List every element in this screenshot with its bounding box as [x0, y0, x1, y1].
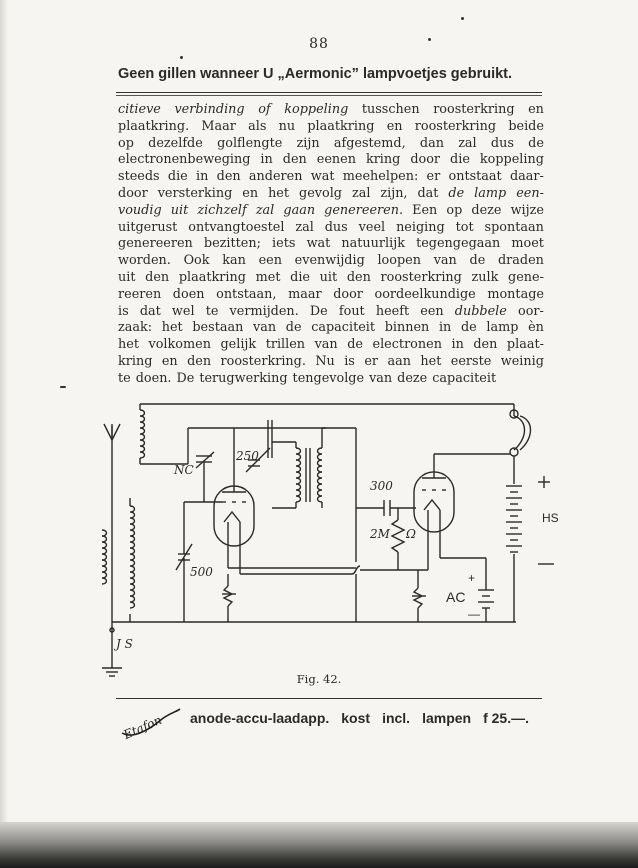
word: den [473, 337, 498, 353]
word: plaat- [506, 337, 544, 353]
word: eenen [316, 152, 356, 168]
word: Maar [201, 118, 236, 134]
interstage-transformer [272, 428, 356, 518]
word: golflengte [217, 135, 283, 151]
word: tengevolge [292, 370, 365, 386]
word: lamp [486, 320, 519, 336]
running-head: Geen gillen wanneer U „Aermonic” lampvoetjes gebruikt. [118, 66, 513, 82]
word: terugwerking [199, 370, 288, 386]
coupling-capacitor-300 [356, 500, 416, 516]
word: wijze [510, 202, 544, 218]
text-line [118, 304, 544, 321]
word: roosterkring. [220, 353, 306, 369]
word: koppeling [284, 102, 349, 117]
word: het [161, 320, 183, 336]
label-300: 300 [370, 479, 393, 493]
label-js: J S [116, 637, 133, 651]
word: de [460, 320, 477, 336]
scan-shadow [0, 822, 638, 868]
word: èn [528, 320, 544, 336]
word: daar- [509, 169, 544, 185]
advert-word: incl. [382, 710, 411, 726]
word: te [118, 370, 131, 386]
word: roosterkring [414, 118, 497, 134]
word: oordeelkundige [374, 286, 476, 302]
svg-text:Etafon: Etafon [121, 712, 164, 742]
word: een [420, 303, 444, 319]
word: is [118, 303, 129, 319]
word: den [346, 269, 371, 285]
word: dus [490, 135, 514, 151]
word: van [433, 253, 457, 269]
text-line [118, 236, 544, 253]
word: zal [255, 202, 275, 218]
label-2m: 2M [370, 527, 390, 541]
word: uit [118, 269, 136, 285]
word: iets [272, 236, 296, 252]
word: of [258, 102, 271, 117]
text-line [118, 253, 544, 270]
word: tusschen [361, 102, 420, 117]
word: roosterkring [380, 269, 462, 285]
word: deze [471, 202, 502, 218]
word: voudig [118, 202, 162, 218]
word: bestaan [192, 320, 244, 336]
word: kan [222, 253, 246, 269]
word: van [369, 370, 393, 386]
word: en [161, 353, 178, 369]
word: volkomen [148, 337, 211, 353]
word: fout [338, 303, 365, 319]
word: den [187, 353, 212, 369]
word: de [285, 320, 302, 336]
word: van [253, 320, 277, 336]
word: den [145, 269, 170, 285]
word: binnen [384, 320, 430, 336]
word: wat [310, 169, 335, 185]
word: zaak: [118, 320, 153, 336]
word: Ook [183, 253, 210, 269]
word: weinig [500, 353, 544, 369]
word: gene- [508, 269, 544, 285]
word: electronenbeweging [118, 152, 251, 168]
advert-word: lampen [422, 710, 472, 726]
word: natuurlijk [341, 236, 405, 252]
text-line [118, 337, 544, 354]
word: maar [288, 286, 322, 302]
word: eerste [450, 353, 492, 369]
word: De [176, 370, 195, 386]
word: De [309, 303, 328, 319]
word: de [469, 253, 486, 269]
word: het [268, 185, 290, 201]
word: Nu [315, 353, 335, 369]
speck [461, 17, 464, 20]
word: die [290, 269, 310, 285]
word: evenwijdig [294, 253, 365, 269]
word: capaciteit [432, 370, 497, 386]
word: de [528, 135, 544, 151]
word: reeren [118, 286, 162, 302]
word: de [347, 337, 363, 353]
word: in [451, 337, 464, 353]
word: in [438, 320, 452, 336]
label-ac-minus: — [468, 607, 480, 621]
grid-coil [130, 498, 135, 622]
word: doen. [135, 370, 172, 386]
speck [60, 386, 66, 388]
word: en [242, 185, 259, 201]
word: in [196, 169, 209, 185]
word: van [314, 337, 338, 353]
word: op [446, 202, 463, 218]
text-line [118, 169, 544, 186]
word: verbinding [174, 102, 245, 117]
header-rule-thin [116, 95, 542, 96]
speck [180, 56, 183, 59]
word: anderen [248, 169, 303, 185]
word: en [528, 102, 544, 117]
word: door [333, 286, 363, 302]
word: tot [455, 219, 474, 235]
label-ohm: Ω [406, 527, 416, 541]
word: dan [419, 135, 444, 151]
word: zijn, [380, 185, 408, 201]
ac-accumulator [478, 576, 494, 622]
filament-rheostat-1 [222, 568, 356, 622]
word: en [386, 118, 403, 134]
word: zal [351, 185, 371, 201]
word: spontaan [484, 219, 544, 235]
body-paragraph [118, 102, 544, 388]
word: vermijden. [229, 303, 299, 319]
word: in [260, 152, 273, 168]
filament-rheostat-2 [412, 570, 426, 622]
word: trillen [265, 337, 306, 353]
word: wel [171, 303, 195, 319]
word: nu [278, 118, 296, 134]
word: electronen [372, 337, 442, 353]
word: gelijk [220, 337, 257, 353]
word: het [420, 353, 442, 369]
etafon-logo [118, 703, 184, 745]
word: op [118, 135, 134, 151]
word: plaatkring [307, 118, 375, 134]
word: den [216, 169, 241, 185]
word: ontstaat [448, 169, 502, 185]
word: zijn [296, 135, 320, 151]
word: dubbele [454, 303, 507, 319]
label-ac-plus: + [468, 571, 476, 585]
word: die [450, 152, 470, 168]
advert-word: kost [341, 710, 371, 726]
text-line [118, 203, 544, 220]
text-line [118, 354, 544, 371]
word: genereeren. [324, 202, 404, 218]
word: aan [387, 353, 411, 369]
word: roosterkring [433, 102, 515, 117]
word: er [364, 353, 379, 369]
word: gevolg [299, 185, 342, 201]
text-line [118, 136, 544, 153]
word: zal [458, 135, 477, 151]
word: moet [511, 236, 544, 252]
grid-leak-resistor [392, 508, 404, 570]
label-250: 250 [236, 449, 259, 463]
word: citieve [118, 102, 161, 117]
word: den [282, 152, 307, 168]
word: die [167, 169, 188, 185]
word: bezitten; [203, 236, 261, 252]
word: tegengegaan [416, 236, 501, 252]
word: neiging [396, 219, 445, 235]
word: beide [508, 118, 544, 134]
figure-caption: Fig. 42. [296, 672, 342, 686]
word: gaan [283, 202, 316, 218]
text-line [118, 119, 544, 136]
text-line [118, 320, 544, 337]
word: heeft [375, 303, 410, 319]
text-line [118, 186, 544, 203]
tuning-capacitor-500 [176, 502, 204, 622]
label-nc: NC [174, 463, 194, 477]
word: met [255, 269, 281, 285]
word: draden [497, 253, 544, 269]
word: kring [365, 152, 401, 168]
text-line [118, 270, 544, 287]
text-line [118, 152, 544, 169]
text-line [118, 287, 544, 304]
word: door [118, 185, 148, 201]
word: uitgerust [118, 219, 178, 235]
word: de [448, 185, 465, 201]
word: lamp [474, 185, 507, 201]
label-ac: AC [446, 589, 466, 605]
word: door [410, 152, 441, 168]
word: een- [516, 185, 544, 201]
word: oor- [518, 303, 544, 319]
header-rule [116, 92, 542, 93]
word: te [205, 303, 219, 319]
word: montage [487, 286, 544, 302]
word: meehelpen: [342, 169, 419, 185]
word: veel [358, 219, 386, 235]
amplifier-tube [414, 454, 488, 570]
antenna-symbol [104, 424, 120, 630]
antenna-coil [102, 530, 107, 584]
word: zal [295, 219, 314, 235]
advert-text [190, 710, 541, 726]
word: plaatkring. [118, 118, 190, 134]
word: steeds [118, 169, 160, 185]
word: versterking [157, 185, 233, 201]
label-500: 500 [190, 565, 213, 579]
word: het [118, 337, 139, 353]
advert-word: f 25.—. [483, 710, 529, 726]
word: er [426, 169, 441, 185]
footer-rule [116, 698, 542, 699]
word: als [248, 118, 267, 134]
word: kring [118, 353, 153, 369]
word: dat [139, 303, 161, 319]
word: deze [397, 370, 428, 386]
word: zichzelf [197, 202, 247, 218]
page-number: 88 [309, 36, 329, 52]
advert-word: anode-accu-laadapp. [190, 710, 330, 726]
word: dus [324, 219, 348, 235]
word: dat [417, 185, 439, 201]
word: wat [306, 236, 331, 252]
word: ontstaan, [216, 286, 277, 302]
word: loopen [377, 253, 421, 269]
page-edge-shadow [0, 0, 8, 868]
text-line [118, 102, 544, 119]
word: een [258, 253, 282, 269]
word: uit [170, 202, 189, 218]
word: dezelfde [148, 135, 203, 151]
label-hs: HS [542, 511, 559, 525]
text-line [118, 220, 544, 237]
reaction-coil [140, 404, 514, 464]
word: doen [172, 286, 205, 302]
word: ontvangtoestel [188, 219, 285, 235]
word: is [344, 353, 355, 369]
text-line [118, 371, 544, 388]
word: capaciteit [311, 320, 376, 336]
circuit-diagram [96, 398, 576, 690]
word: koppeling [479, 152, 544, 168]
word: Een [412, 202, 438, 218]
word: uit [319, 269, 338, 285]
word: afgestemd, [333, 135, 406, 151]
word: plaatkring [178, 269, 246, 285]
word: zulk [471, 269, 499, 285]
word: genereeren [118, 236, 193, 252]
word: worden. [118, 253, 171, 269]
